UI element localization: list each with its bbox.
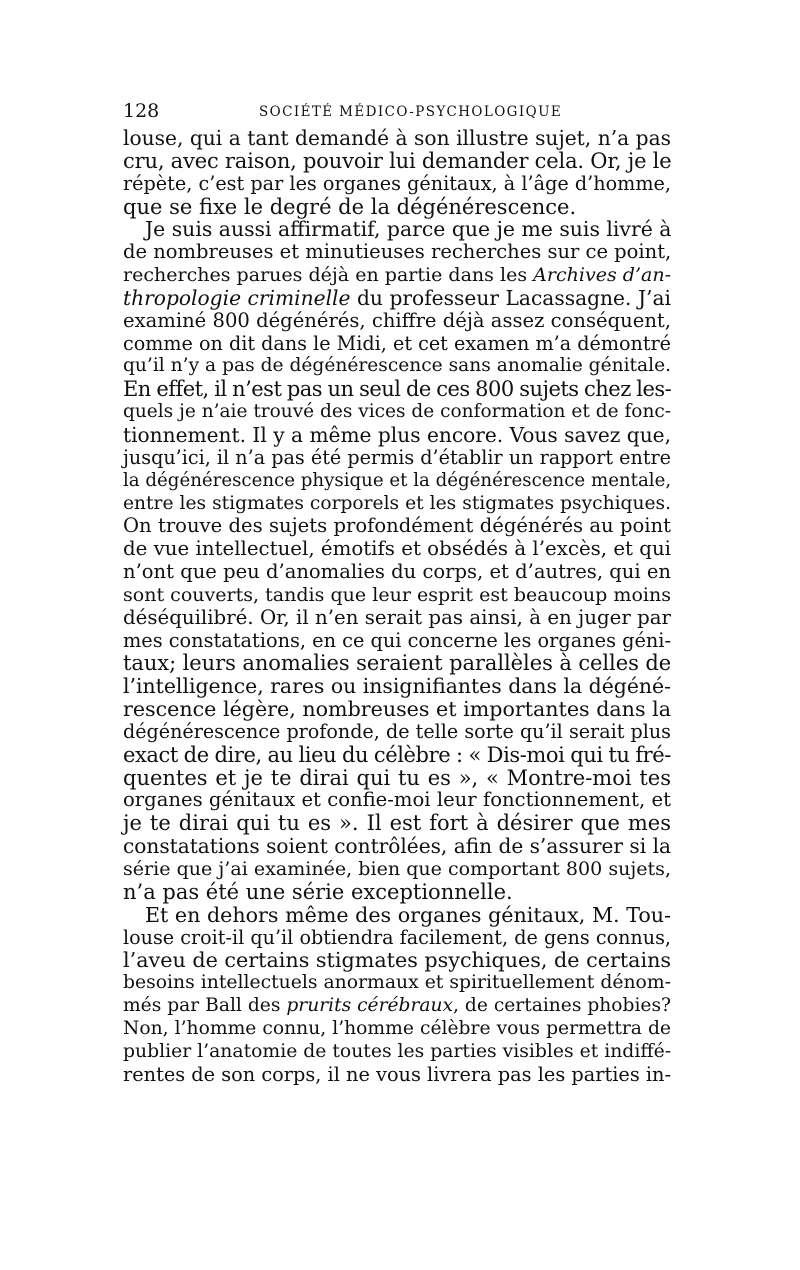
text-line: la dégénérescence physique et la dégénérescence mentale,	[123, 469, 672, 491]
text-line: Et en dehors même des organes génitaux, M. Tou-	[145, 902, 671, 927]
text-line: En effet, il n’est pas un seul de ces 800 sujets chez les-	[123, 377, 672, 402]
text-line: de nombreuses et minutieuses recherches sur ce point,	[123, 240, 672, 264]
text-line: louse croit-il qu’il obtiendra facilement, de gens connus,	[123, 925, 671, 949]
text-segment: , de certaines phobies?	[453, 995, 672, 1017]
text-segment: recherches parues déjà en partie dans les	[123, 264, 534, 287]
text-line: besoins intellectuels anormaux et spirituellement dénom-	[123, 972, 671, 994]
body-text	[123, 127, 671, 1086]
italic-title: thropologie criminelle	[123, 285, 351, 310]
text-line	[123, 287, 671, 310]
text-line: On trouve des sujets profondément dégénérés au point	[123, 514, 671, 538]
text-line: de vue intellectuel, émotifs et obsédés à l’excès, et qui	[123, 537, 671, 561]
italic-title: prurits cérébraux	[286, 995, 454, 1017]
text-line: Je suis aussi affirmatif, parce que je me suis livré à	[145, 217, 672, 242]
text-line: comme on dit dans le Midi, et cet examen m’a démontré	[123, 331, 671, 355]
text-line: louse, qui a tant demandé à son illustre sujet, n’a pas	[123, 126, 671, 150]
text-line: tionnement. Il y a même plus encore. Vous savez que,	[123, 422, 671, 447]
text-line: exact de dire, au lieu du célèbre : « Dis-moi qui tu fré-	[123, 742, 671, 767]
text-line: publier l’anatomie de toutes les parties visibles et indiffé-	[123, 1040, 672, 1062]
text-line: organes génitaux et confie-moi leur fonctionnement, et	[123, 788, 671, 812]
text-line: quels je n’aie trouvé des vices de conformation et de fonc-	[123, 401, 671, 423]
text-segment: du professeur Lacassagne. J’ai	[350, 285, 671, 310]
text-line: dégénérescence profonde, de telle sorte qu’il serait plus	[123, 719, 671, 743]
text-line: mes constatations, en ce qui concerne les organes géni-	[123, 628, 671, 652]
text-line: n’a pas été une série exceptionnelle.	[123, 879, 513, 904]
text-line: l’aveu de certains stigmates psychiques, de certains	[123, 948, 672, 973]
text-line: taux; leurs anomalies seraient parallèles à celles de	[123, 651, 672, 676]
text-line	[123, 995, 671, 1018]
text-line: rescence légère, nombreuses et importantes dans la	[123, 697, 671, 722]
text-line: qu’il n’y a pas de dégénérescence sans anomalie génitale.	[123, 355, 671, 377]
text-line: rentes de son corps, il ne vous livrera pas les parties in-	[123, 1062, 671, 1086]
text-line: examiné 800 dégénérés, chiffre déjà assez conséquent,	[123, 308, 671, 332]
text-segment: més par Ball des	[123, 995, 287, 1017]
running-head: SOCIÉTÉ MÉDICO-PSYCHOLOGIQUE	[259, 104, 563, 120]
text-line: n’ont que peu d’anomalies du corps, et d’autres, qui en	[123, 560, 671, 584]
text-line: déséquilibré. Or, il n’en serait pas ainsi, à en juger par	[123, 605, 671, 629]
page-number: 128	[123, 100, 160, 122]
text-line: constatations soient contrôlées, afin de s’assurer si la	[123, 834, 671, 859]
text-line: quentes et je te dirai qui tu es », « Montre-moi tes	[123, 765, 671, 790]
text-line: que se fixe le degré de la dégénérescence.	[123, 194, 577, 219]
text-line	[123, 264, 671, 287]
page-header	[123, 98, 671, 126]
text-line: entre les stigmates corporels et les stigmates psychiques.	[123, 492, 671, 514]
text-line: sont couverts, tandis que leur esprit est beaucoup moins	[123, 583, 671, 606]
text-line: série que j’ai examinée, bien que comportant 800 sujets,	[123, 858, 671, 880]
text-line: l’intelligence, rares ou insignifiantes dans la dégéné-	[123, 674, 671, 699]
text-line: cru, avec raison, pouvoir lui demander cela. Or, je le	[123, 148, 672, 173]
text-line: répète, c’est par les organes génitaux, à l’âge d’homme,	[123, 171, 671, 195]
text-line: Non, l’homme connu, l’homme célèbre vous permettra de	[123, 1017, 671, 1039]
text-line: je te dirai qui tu es ». Il est fort à désirer que mes	[123, 811, 671, 836]
text-line: jusqu’ici, il n’a pas été permis d’établir un rapport entre	[123, 445, 671, 469]
italic-title: Archives d’an-	[533, 264, 672, 287]
